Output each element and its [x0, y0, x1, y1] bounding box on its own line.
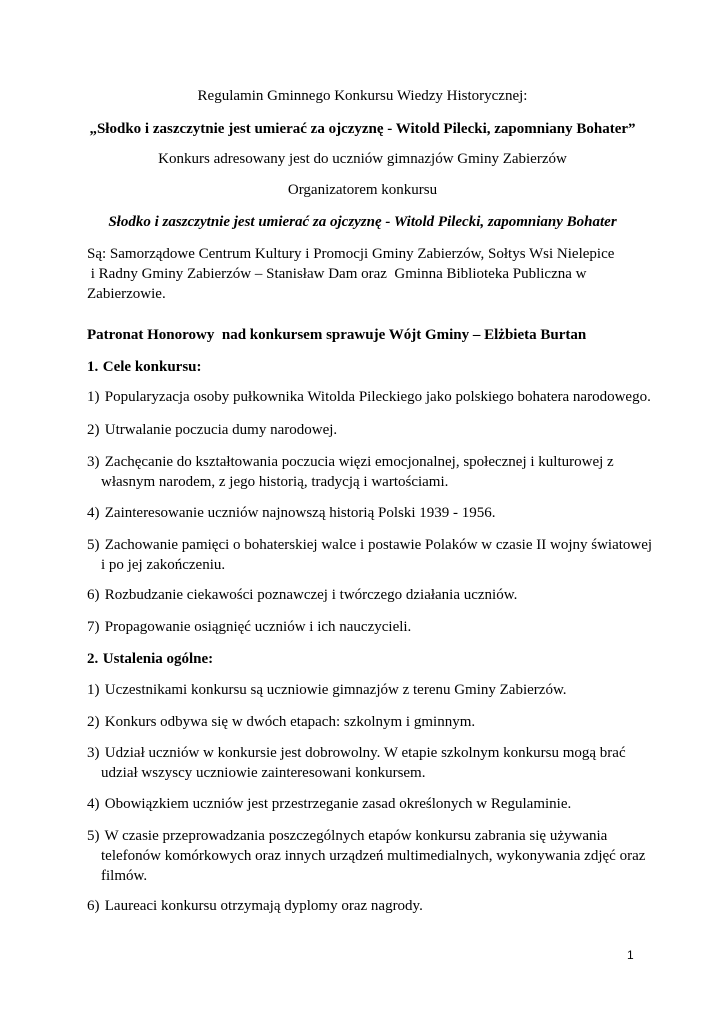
- list-item-text: Zachowanie pamięci o bohaterskiej walce i postawie Polaków w czasie II wojny światowej: [104, 537, 653, 553]
- audience-line: Konkurs adresowany jest do uczniów gimnazjów Gminy Zabierzów: [158, 151, 567, 167]
- list-item-number: 7): [87, 619, 100, 635]
- list-item: [87, 535, 652, 555]
- list-item-number: 5): [87, 537, 100, 553]
- list-item-text: Zainteresowanie uczniów najnowszą historią Polski 1939 - 1956.: [104, 505, 496, 521]
- list-item: [87, 387, 651, 407]
- list-item-number: 5): [87, 828, 100, 844]
- list-item-text: Utrwalanie poczucia dumy narodowej.: [104, 422, 338, 438]
- list-item: [87, 896, 423, 916]
- section-heading: [87, 357, 202, 377]
- organizers-line-3: Zabierzowie.: [87, 286, 166, 302]
- list-item-text: Udział uczniów w konkursie jest dobrowolny. W etapie szkolnym konkursu mogą brać: [104, 745, 626, 761]
- competition-motto-italic: Słodko i zaszczytnie jest umierać za ojczyznę - Witold Pilecki, zapomniany Bohater: [108, 214, 617, 230]
- list-item-text: Laureaci konkursu otrzymają dyplomy oraz nagrody.: [104, 898, 423, 914]
- competition-motto: „Słodko i zaszczytnie jest umierać za ojczyznę - Witold Pilecki, zapomniany Bohater”: [89, 121, 636, 137]
- list-item: [87, 712, 475, 732]
- page-number: 1: [627, 948, 634, 962]
- organizers-line-1: Są: Samorządowe Centrum Kultury i Promocji Gminy Zabierzów, Sołtys Wsi Nielepice: [87, 246, 615, 262]
- list-item-number: 6): [87, 898, 100, 914]
- patronage-line: Patronat Honorowy nad konkursem sprawuje Wójt Gminy – Elżbieta Burtan: [87, 327, 587, 343]
- section-heading: [87, 649, 213, 669]
- list-item-number: 4): [87, 796, 100, 812]
- list-item-text: Zachęcanie do kształtowania poczucia więzi emocjonalnej, społecznej i kulturowej z: [104, 454, 614, 470]
- list-item-text: Konkurs odbywa się w dwóch etapach: szkolnym i gminnym.: [104, 714, 476, 730]
- list-item-text: W czasie przeprowadzania poszczególnych etapów konkursu zabrania się używania: [104, 828, 608, 844]
- section-title: Cele konkursu:: [102, 359, 202, 375]
- list-item-text: Uczestnikami konkursu są uczniowie gimnazjów z terenu Gminy Zabierzów.: [104, 682, 567, 698]
- list-item: [87, 680, 567, 700]
- list-item: [87, 585, 517, 605]
- document-title: Regulamin Gminnego Konkursu Wiedzy Historycznej:: [197, 88, 528, 104]
- organizers-line-2: i Radny Gminy Zabierzów – Stanisław Dam oraz Gminna Biblioteka Publiczna w: [87, 266, 587, 282]
- section-number: 2.: [87, 651, 99, 667]
- list-item-text: Obowiązkiem uczniów jest przestrzeganie zasad określonych w Regulaminie.: [104, 796, 572, 812]
- list-item-number: 1): [87, 682, 100, 698]
- list-item-number: 1): [87, 389, 100, 405]
- list-item-text: Rozbudzanie ciekawości poznawczej i twórczego działania uczniów.: [104, 587, 518, 603]
- list-item: [87, 503, 496, 523]
- list-item: [87, 794, 571, 814]
- list-item-continuation: i po jej zakończeniu.: [101, 557, 226, 573]
- list-item: [87, 826, 607, 846]
- list-item-continuation: telefonów komórkowych oraz innych urządzeń multimedialnych, wykonywania zdjęć oraz: [101, 848, 646, 864]
- list-item-continuation: filmów.: [101, 868, 148, 884]
- list-item: [87, 617, 411, 637]
- list-item: [87, 452, 614, 472]
- list-item-number: 3): [87, 745, 100, 761]
- list-item-number: 4): [87, 505, 100, 521]
- list-item-number: 2): [87, 714, 100, 730]
- list-item-continuation: własnym narodem, z jego historią, tradycją i wartościami.: [101, 474, 449, 490]
- list-item-text: Popularyzacja osoby pułkownika Witolda Pileckiego jako polskiego bohatera narodowego.: [104, 389, 651, 405]
- list-item: [87, 743, 626, 763]
- list-item-text: Propagowanie osiągnięć uczniów i ich nauczycieli.: [104, 619, 412, 635]
- list-item-continuation: udział wszyscy uczniowie zainteresowani konkursem.: [101, 765, 426, 781]
- list-item: [87, 420, 337, 440]
- list-item-number: 2): [87, 422, 100, 438]
- organizer-label: Organizatorem konkursu: [287, 182, 438, 198]
- list-item-number: 6): [87, 587, 100, 603]
- section-number: 1.: [87, 359, 99, 375]
- section-title: Ustalenia ogólne:: [102, 651, 214, 667]
- list-item-number: 3): [87, 454, 100, 470]
